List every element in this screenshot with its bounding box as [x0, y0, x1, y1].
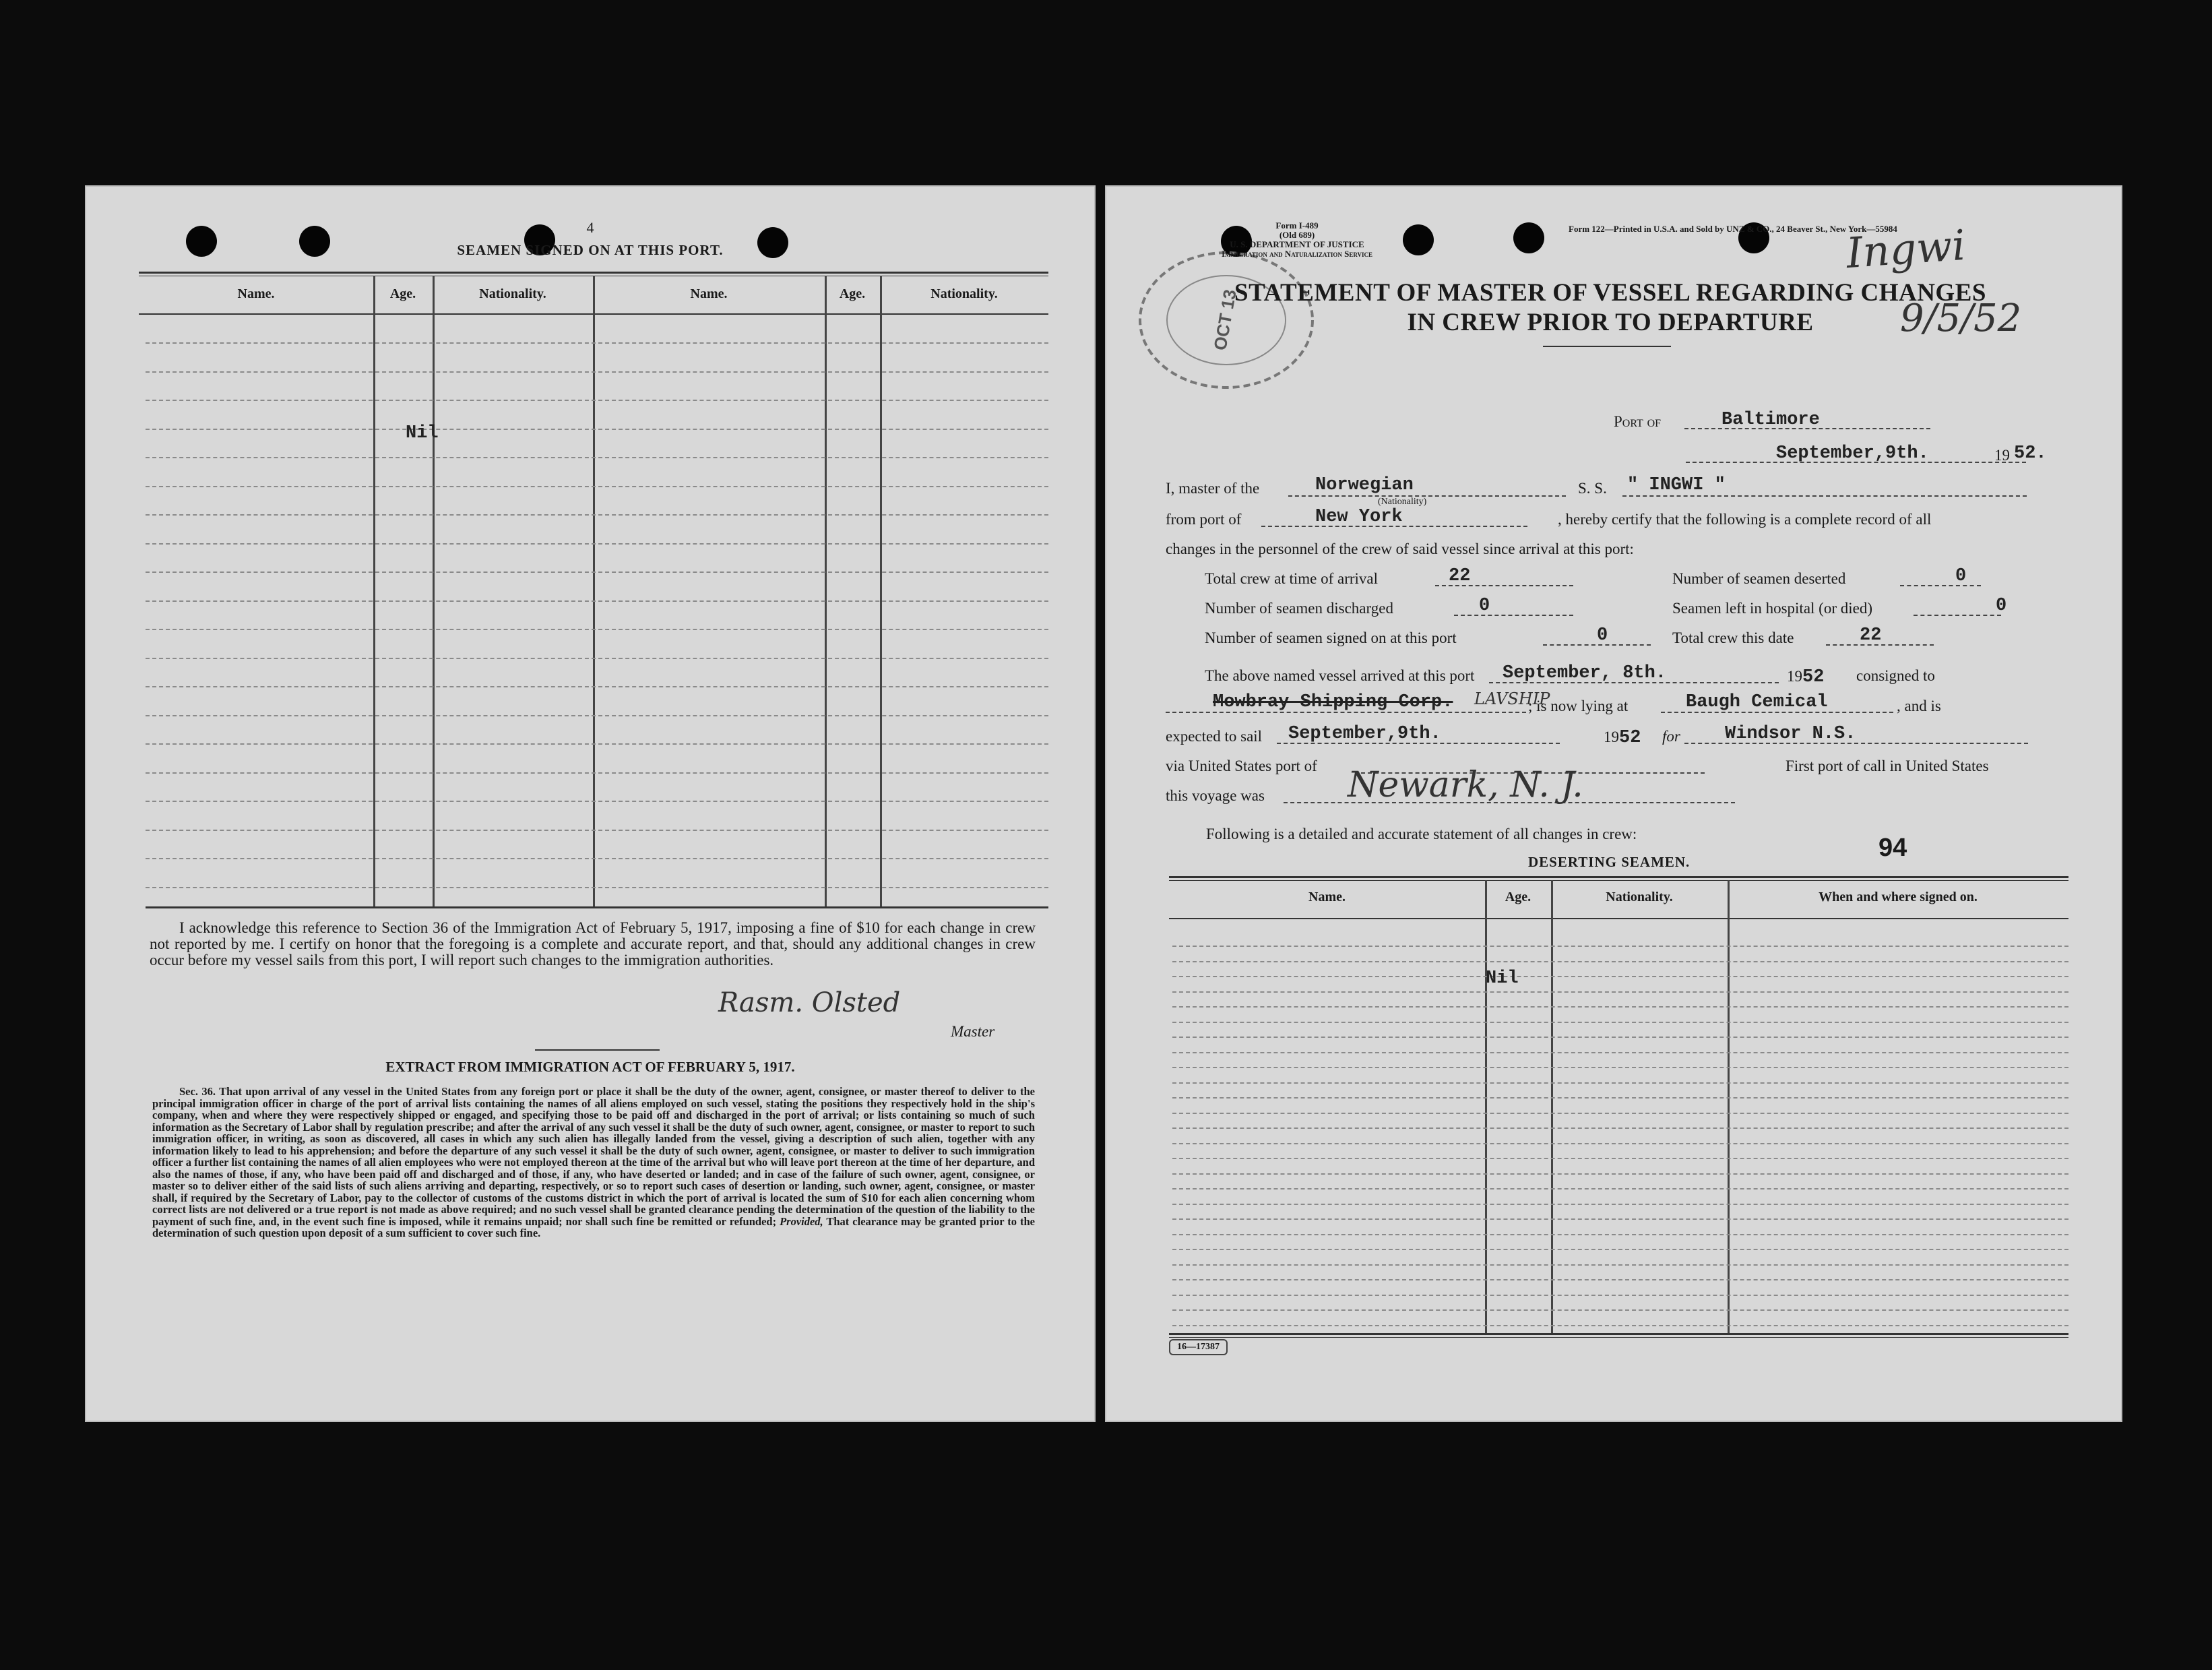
row-rule: [1172, 1295, 2068, 1296]
row-rule: [1172, 1309, 2068, 1311]
nationality-caption: (Nationality): [1378, 497, 1427, 507]
signed-on-label: Number of seamen signed on at this port: [1205, 629, 1457, 646]
sail-year: 52: [1619, 728, 1641, 748]
discharged-label: Number of seamen discharged: [1205, 600, 1393, 617]
total-arrival-value: 22: [1449, 566, 1471, 586]
row-rule: [146, 486, 1048, 487]
sail-date: September,9th.: [1288, 724, 1441, 744]
col-header-name: Name.: [1308, 890, 1346, 904]
row-rule: [146, 686, 1048, 687]
consignee-handwritten: LAVSHIP: [1474, 689, 1550, 708]
from-port-value: New York: [1315, 507, 1403, 527]
underline: [1288, 495, 1566, 497]
column-divider: [593, 276, 595, 906]
row-rule: [146, 400, 1048, 401]
column-divider: [880, 276, 882, 906]
row-rule: [146, 801, 1048, 802]
row-rule: [146, 629, 1048, 630]
page-mark: 94: [1878, 834, 1907, 862]
port-value: Baltimore: [1721, 410, 1820, 430]
certify-text: , hereby certify that the following is a complete record of all: [1558, 511, 1932, 528]
row-rule: [146, 342, 1048, 344]
row-rule: [1172, 1113, 2068, 1114]
voyage-label: this voyage was: [1166, 787, 1265, 804]
row-rule: [1172, 1022, 2068, 1023]
stamp-date: OCT 13: [1209, 288, 1240, 352]
row-rule: [146, 371, 1048, 373]
total-date-label: Total crew this date: [1672, 629, 1794, 646]
col-header-name: Name.: [690, 286, 728, 301]
page-number: 4: [586, 219, 594, 236]
master-label: Master: [951, 1023, 995, 1040]
form-title: [1172, 278, 2048, 338]
row-rule: [1172, 1249, 2068, 1250]
handwritten-vessel-name: Ingwi: [1844, 220, 1967, 278]
column-divider: [825, 276, 827, 906]
for-label: for: [1662, 728, 1680, 745]
col-header-nationality: Nationality.: [1606, 890, 1673, 904]
row-rule: [1172, 946, 2068, 947]
nationality-value: Norwegian: [1315, 475, 1414, 495]
rule: [1543, 346, 1671, 347]
col-header-nationality: Nationality.: [479, 286, 546, 301]
row-rule: [1172, 1067, 2068, 1068]
row-rule: [1172, 1158, 2068, 1159]
row-rule: [146, 600, 1048, 602]
service-name: Immigration and Naturalization Service: [1221, 249, 1373, 259]
col-header-nationality: Nationality.: [930, 286, 998, 301]
row-rule: [1172, 1127, 2068, 1129]
col-header-name: Name.: [237, 286, 275, 301]
lying-at-value: Baugh Cemical: [1686, 692, 1828, 712]
underline: [1622, 495, 2027, 497]
ss-label: S. S.: [1578, 480, 1607, 497]
form-old-number: (Old 689): [1279, 230, 1315, 240]
extract-text: [152, 1086, 1035, 1239]
printer-line: Form 122—Printed in U.S.A. and Sold by UNZ & CO., 24 Beaver St., New York—55984: [1569, 224, 1897, 234]
section-title: SEAMEN SIGNED ON AT THIS PORT.: [457, 242, 724, 258]
left-page: [85, 185, 1096, 1422]
acknowledgement: I acknowledge this reference to Section 36 of the Immigration Act of February 5, 1917, imposing a fine of $10 for each change in crew not reported by me. I certify on honor that the foregoing is a complete and accurate report, and that, should any additional changes in crew occur before my vessel sails from this port, I will report such changes to the immigration authorities.: [150, 919, 1036, 968]
right-page: OCT 13 Form I-489 (Old 689) U. S. DEPARTMENT OF JUSTICE Immigration and Naturalization Service Form 122—Printed in U.S.A. and Sold by UNZ & CO., 24 Beaver St., New York—55984 Ingwi 9/5/52 STATEMENT OF MASTER OF VESSEL REGARDING CHANGES IN CREW PRIOR TO DEPARTURE Port of Baltimore September,9th. 19 52. I, master of the Norwegian (Nationality) S. S. " INGWI " from port of New York , hereby certify that the following is a complete record of all changes in the personnel of the crew of said vessel since arrival at this port: Total crew at time of arrival 22 Number of seamen deserted 0 Number of seamen discharged 0 Seamen left in hospital (or died) 0 Number of seamen signed on at this port 0 Total crew this date 22 The above named vessel arrived at this port September, 8th. 1952 consigned to Mowbray Shipping Corp. LAVSHIP ; is now lying at Baugh Cemical , and is expected to sail September,9th. 1952 for Windsor N.S. via United States port of First port of call in United States this voyage was Newark, N. J. Following is a detailed and accurate statement of all changes in crew: 94 DESERTING SEAMEN. Name. Age. Nationality. When and where signed on. Nil 16—17387: [1105, 185, 2122, 1422]
vessel-name: " INGWI ": [1627, 475, 1726, 495]
report-year: 52.: [2014, 443, 2047, 464]
column-divider: [433, 276, 435, 906]
underline: [1914, 615, 2001, 616]
deserting-title: DESERTING SEAMEN.: [1528, 854, 1690, 870]
rule: [1169, 1337, 2068, 1338]
row-rule: [146, 571, 1048, 573]
extract-body: That upon arrival of any vessel in the United States from any foreign port or place it shall be the duty of the owner, agent, consignee, or master thereof to deliver to the principal immigration officer in charge of the port of arrival lists containing the names of all aliens employed on such vessel, stating the positions they respectively hold in the ship's company, when and where they were respectively shipped or engaged, and specifying those to be paid off and discharged in the port of arrival; or lists containing so much of such information as the Secretary of Labor shall by regulation prescribe; and after the arrival of any such vessel it shall be the duty of such owner, agent, consignee, or master to report to such immigration officer, in writing, as soon as discovered, all cases in which any such alien has illegally landed from the vessel, giving a description of such alien, together with any information likely to lead to his apprehension; and before the departure of any such vessel it shall be the duty of such owner, agent, consignee, or master to deliver to such immigration officer a further list containing the names of all alien employees who were not employed thereon at the time of the arrival but who will leave port thereon at the time of her departure, and also the names of those, if any, who have been paid off and discharged and of those, if any, who have deserted or landed; and in case of the failure of such owner, agent, consignee, or master so to deliver either of the said lists of such aliens arriving and departing, respectively, or so to report such cases of desertion or landing, such owner, agent, consignee, or master shall, if required by the Secretary of Labor, pay to the collector of customs of the customs district in which the port of arrival is located the sum of $10 for each alien concerning whom correct lists are not delivered or a true report is not made as above required; and no such vessel shall be granted clearance pending the determination of the question of the liability to the payment of such fine, and, in the event such fine is imposed, while it remains unpaid; nor shall such fine be remitted or refunded;: [152, 1085, 1035, 1228]
lying-label: ; is now lying at: [1528, 698, 1629, 714]
row-rule: [146, 743, 1048, 745]
year-prefix: 19: [1994, 447, 2010, 464]
entry-nil: Nil: [1486, 968, 1519, 989]
column-divider: [373, 276, 375, 906]
section-number: Sec. 36.: [179, 1085, 216, 1098]
row-rule: [146, 514, 1048, 516]
row-rule: [146, 658, 1048, 659]
row-rule: [1172, 1218, 2068, 1220]
col-header-age: Age.: [1505, 890, 1531, 904]
handwritten-date: 9/5/52: [1900, 297, 2022, 340]
row-rule: [1172, 1052, 2068, 1053]
port-label: Port of: [1614, 413, 1662, 430]
total-date-value: 22: [1860, 625, 1882, 646]
department-name: U. S. DEPARTMENT OF JUSTICE: [1230, 239, 1364, 249]
rule: [1169, 918, 2068, 919]
row-rule: [146, 772, 1048, 774]
from-port-label: from port of: [1166, 511, 1242, 528]
row-rule: [146, 858, 1048, 859]
row-rule: [1172, 1173, 2068, 1175]
row-rule: [1172, 961, 2068, 962]
row-rule: [1172, 976, 2068, 977]
hospital-label: Seamen left in hospital (or died): [1672, 600, 1873, 617]
and-is-text: , and is: [1897, 698, 1941, 714]
row-rule: [146, 543, 1048, 545]
row-rule: [146, 830, 1048, 831]
row-rule: [1172, 1279, 2068, 1280]
destination-value: Windsor N.S.: [1725, 724, 1856, 744]
consigned-label: consigned to: [1856, 667, 1935, 684]
row-rule: [1172, 1234, 2068, 1235]
rule: [1169, 1333, 2068, 1335]
first-port-label: First port of call in United States: [1786, 757, 1989, 774]
arrived-year: 52: [1802, 667, 1825, 687]
report-date: September,9th.: [1776, 443, 1929, 464]
expected-label: expected to sail: [1166, 728, 1263, 745]
changes-text: changes in the personnel of the crew of said vessel since arrival at this port:: [1166, 540, 1634, 557]
underline: [1900, 585, 1981, 586]
arrived-label: The above named vessel arrived at this port: [1205, 667, 1475, 684]
extract-tail: That clearance may be granted prior to the determination of such question upon deposit of a sum sufficient to cover such fine.: [152, 1214, 1035, 1239]
row-rule: [146, 457, 1048, 458]
first-port-handwritten: Newark, N. J.: [1348, 765, 1583, 805]
deserted-label: Number of seamen deserted: [1672, 570, 1846, 587]
discharged-value: 0: [1479, 596, 1490, 616]
footer-code: 16—17387: [1169, 1339, 1228, 1355]
via-label: via United States port of: [1166, 757, 1317, 774]
rule: [139, 272, 1048, 274]
entry-nil: Nil: [406, 423, 439, 443]
consignee-value: Mowbray Shipping Corp.: [1213, 692, 1453, 712]
total-arrival-label: Total crew at time of arrival: [1205, 570, 1379, 587]
row-rule: [1172, 1325, 2068, 1326]
rule: [535, 1049, 660, 1051]
row-rule: [1172, 991, 2068, 993]
following-text: Following is a detailed and accurate statement of all changes in crew:: [1206, 826, 1637, 842]
rule: [146, 906, 1048, 908]
row-rule: [146, 715, 1048, 716]
signed-on-value: 0: [1597, 625, 1608, 646]
deserted-value: 0: [1955, 566, 1967, 586]
row-rule: [1172, 1143, 2068, 1144]
arrived-date: September, 8th.: [1503, 663, 1667, 683]
extract-provided: Provided,: [780, 1214, 823, 1228]
rule: [1169, 880, 2068, 881]
col-header-age: Age.: [389, 286, 416, 301]
punch-hole: [1513, 222, 1544, 253]
form-title-line2: IN CREW PRIOR TO DEPARTURE: [1407, 309, 1814, 336]
form-header: [1206, 221, 1388, 259]
col-header-age: Age.: [839, 286, 866, 301]
underline: [1454, 615, 1573, 616]
extract-title: EXTRACT FROM IMMIGRATION ACT OF FEBRUARY 5, 1917.: [385, 1059, 795, 1075]
row-rule: [1172, 1082, 2068, 1084]
col-header-signed-on: When and where signed on.: [1819, 890, 1978, 904]
row-rule: [1172, 1097, 2068, 1099]
form-number: Form I-489: [1275, 220, 1319, 230]
row-rule: [1172, 1037, 2068, 1038]
row-rule: [146, 887, 1048, 888]
master-of-label: I, master of the: [1166, 480, 1260, 497]
master-signature: Rasm. Olsted: [718, 987, 901, 1018]
rule: [1169, 876, 2068, 878]
row-rule: [1172, 1204, 2068, 1205]
row-rule: [1172, 1188, 2068, 1189]
punch-hole: [1403, 224, 1434, 255]
hospital-value: 0: [1996, 596, 2007, 616]
form-title-line1: STATEMENT OF MASTER OF VESSEL REGARDING CHANGES: [1234, 279, 1986, 307]
row-rule: [1172, 1006, 2068, 1008]
row-rule: [146, 429, 1048, 430]
row-rule: [1172, 1264, 2068, 1266]
